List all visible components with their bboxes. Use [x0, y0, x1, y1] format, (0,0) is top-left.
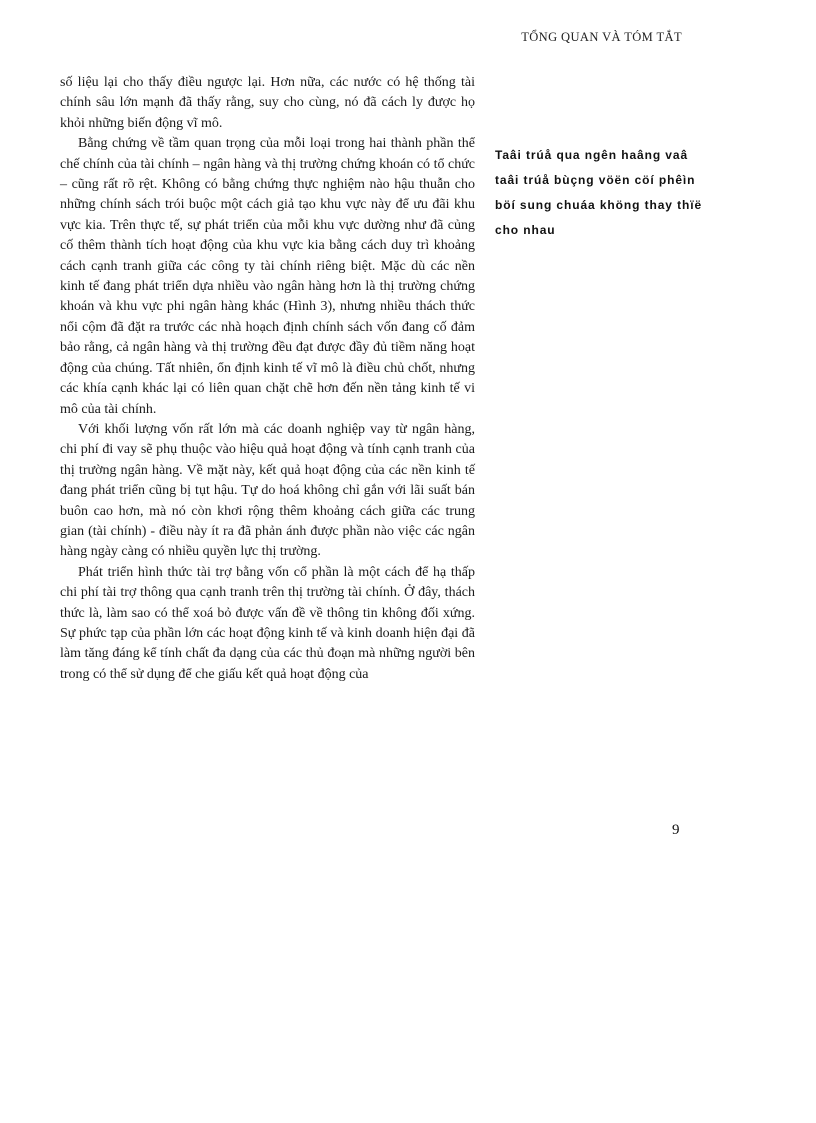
- body-text: [60, 73, 475, 685]
- paragraph-1: số liệu lại cho thấy điều ngược lại. Hơn nữa, các nước có hệ thống tài chính sâu lớn mạnh đã thấy rằng, suy cho cùng, nó đã cách ly được họ khỏi những biến động vĩ mô.: [60, 75, 475, 131]
- margin-note: Taâi trúå qua ngên haâng vaâ taâi trúå bùçng vöën cöí phêìn böí sung chuáa khöng thay thïë cho nhau: [495, 148, 703, 237]
- paragraph-2: Bằng chứng về tầm quan trọng của mỗi loại trong hai thành phần thể chế chính của tài chính – ngân hàng và thị trường chứng khoán có tổ chức – cũng rất rõ rệt. Không có bằng chứng thực nghiệm nào hậu thuẫn cho những chính sách trói buộc một cách giả tạo khu vực này để ưu đãi khu vực kia. Trên thực tế, sự phát triển của mỗi khu vực dường như đã củng cố thêm thành tích hoạt động của khu vực kia bằng cách duy trì khoảng cách cạnh tranh giữa các công ty tài chính riêng biệt. Mặc dù các nền kinh tế đang phát triển dựa nhiều vào ngân hàng hơn là thị trường chứng khoán và khu vực phi ngân hàng khác (Hình 3), nhưng nhiều thách thức nổi cộm đã đặt ra trước các nhà hoạch định chính sách vốn đang cố đảm bảo rằng, cả ngân hàng và thị trường đều đạt được đầy đủ tiềm năng hoạt động của chúng. Tất nhiên, ổn định kinh tế vĩ mô là điều chủ chốt, nhưng các khía cạnh khác lại có liên quan chặt chẽ hơn đến nền tảng kinh tế vi mô của tài chính.: [60, 136, 475, 417]
- page-number: 9: [672, 822, 680, 838]
- running-header: TỔNG QUAN VÀ TÓM TẮT: [521, 30, 682, 44]
- paragraph-3: Với khối lượng vốn rất lớn mà các doanh nghiệp vay từ ngân hàng, chi phí đi vay sẽ phụ thuộc vào hiệu quả hoạt động và tính cạnh tranh của thị trường ngân hàng. Về mặt này, kết quả hoạt động của các nền kinh tế đang phát triển cũng bị tụt hậu. Tự do hoá không chỉ gắn với lãi suất bán buôn cao hơn, mà nó còn khơi rộng thêm khoảng cách giữa các trung gian (tài chính) - điều này ít ra đã phản ánh được phần nào việc các ngân hàng ngày càng có nhiều quyền lực thị trường.: [60, 421, 475, 560]
- paragraph-4: Phát triển hình thức tài trợ bằng vốn cổ phần là một cách để hạ thấp chi phí tài trợ thông qua cạnh tranh trên thị trường tài chính. Ở đây, thách thức là, làm sao có thể xoá bỏ được vấn đề về thông tin không đối xứng. Sự phức tạp của phần lớn các hoạt động kinh tế và kinh doanh hiện đại đã làm tăng đáng kể tính chất đa dạng của các thủ đoạn mà những người bên trong có thể sử dụng để che giấu kết quả hoạt động của: [60, 564, 475, 682]
